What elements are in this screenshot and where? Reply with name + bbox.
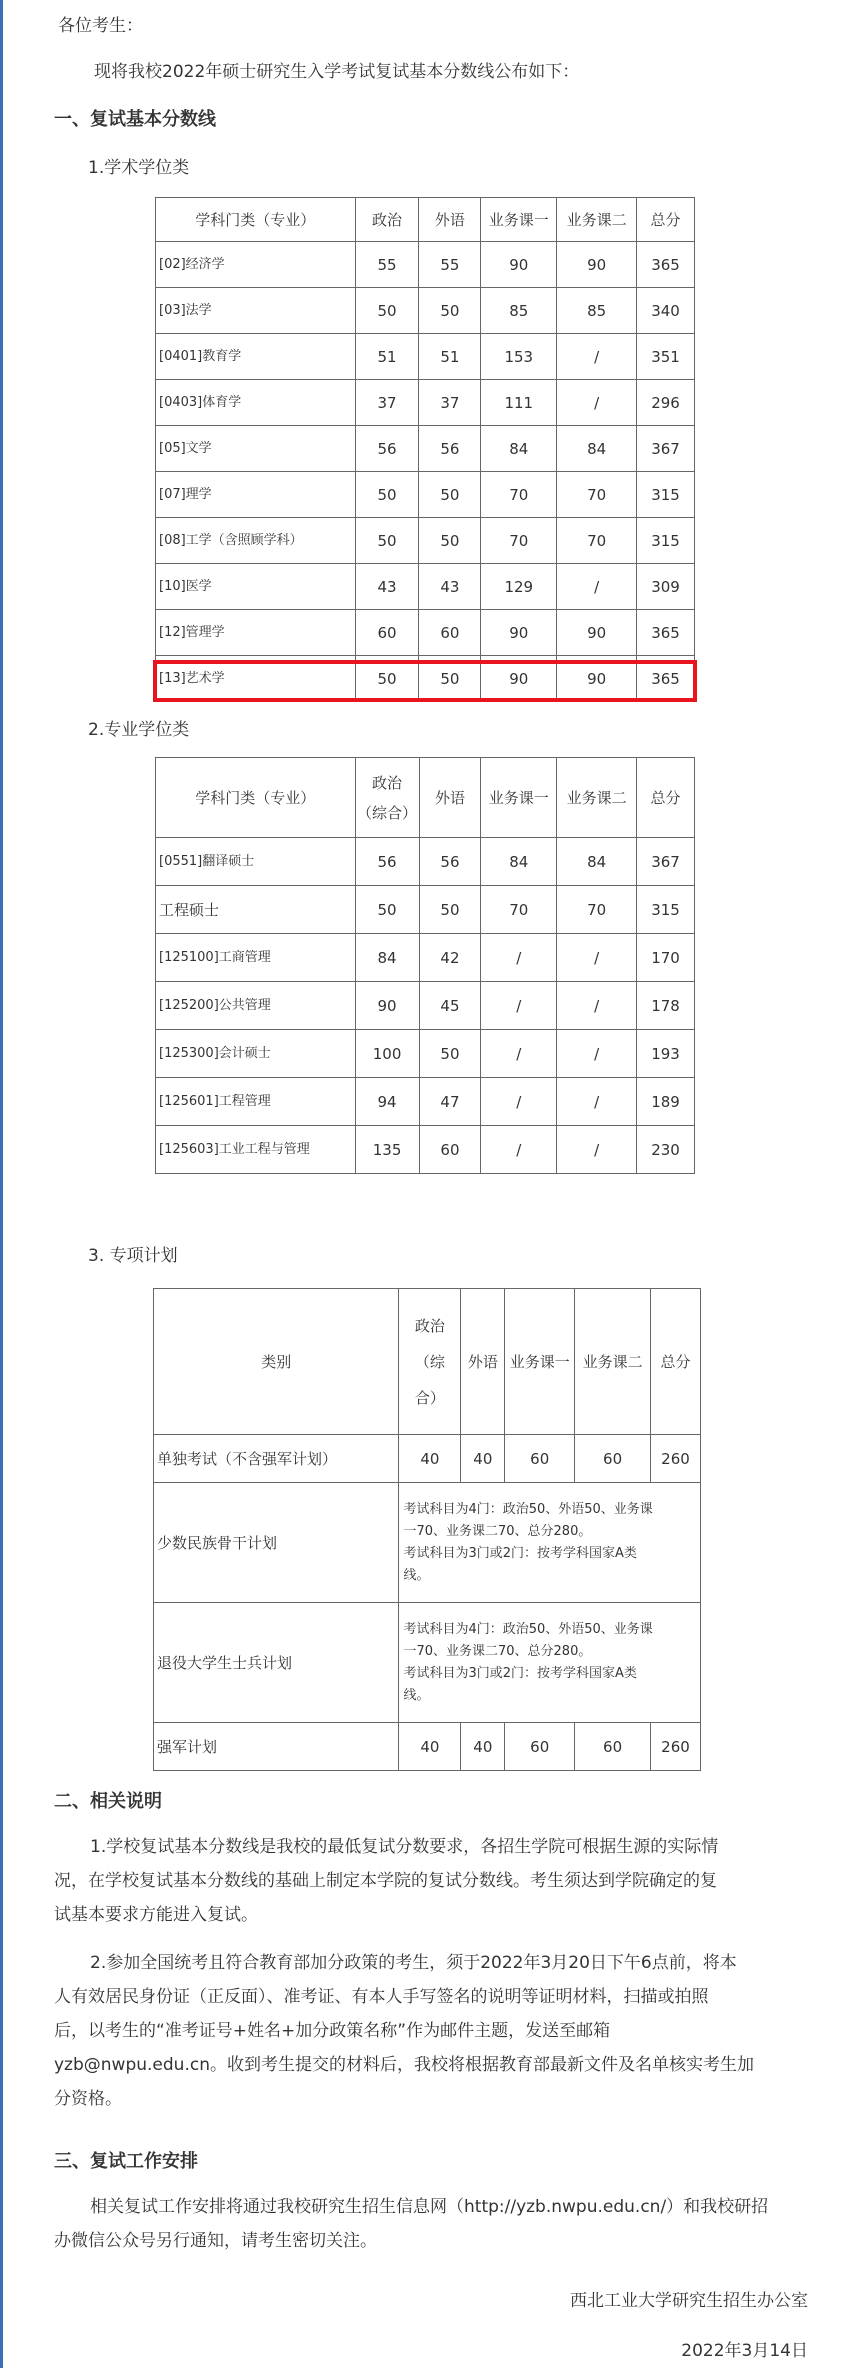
header-cell-politics [399,1289,461,1435]
header-politics-line2: （综合） [357,803,418,822]
table-header-row [156,198,695,242]
cell: / [481,1126,557,1174]
cell: [12]管理学 [156,610,356,656]
cell: [125603]工业工程与管理 [156,1126,356,1174]
header-cell: 总分 [637,758,695,838]
cell: 60 [419,1126,481,1174]
cell: 70 [557,518,637,564]
cell: [05]文学 [156,426,356,472]
paragraph-line: 办微信公众号另行通知，请考生密切关注。 [54,2231,377,2251]
cell: / [557,982,637,1030]
cell: 85 [481,288,557,334]
greeting: 各位考生： [58,16,143,36]
cell: 单独考试（不含强军计划） [154,1435,399,1483]
cell: 70 [557,886,637,934]
cell: 351 [637,334,695,380]
special-plan-table [153,1288,701,1771]
header-cell: 外语 [419,758,481,838]
header-cell: 业务课二 [557,758,637,838]
paragraph-line: 分资格。 [54,2089,122,2109]
signature: 西北工业大学研究生招生办公室 [570,2291,808,2311]
paragraph-line: 后，以考生的“准考证号+姓名+加分政策名称”作为邮件主题，发送至邮箱 [54,2021,611,2041]
table-row [156,1126,695,1174]
header-cell: 类别 [154,1289,399,1435]
header-cell: 业务课一 [481,198,557,242]
cell: 50 [355,518,419,564]
cell: / [481,1030,557,1078]
table-row [156,886,695,934]
table-row [156,242,695,288]
academic-table [155,197,695,702]
cell: 60 [505,1435,575,1483]
note-line: 一70、业务课二70、总分280。 [403,1523,592,1539]
table-row [156,564,695,610]
cell: 50 [419,656,481,702]
cell: / [481,1078,557,1126]
table-row [156,838,695,886]
cell: 94 [355,1078,419,1126]
cell: 70 [481,886,557,934]
header-cell: 总分 [637,198,695,242]
cell: 40 [461,1723,505,1771]
header-cell: 学科门类（专业） [156,758,356,838]
professional-table [155,757,695,1174]
paragraph-line: yzb@nwpu.edu.cn。收到考生提交的材料后，我校将根据教育部最新文件及名单核实考生加 [54,2055,754,2075]
cell: 84 [557,426,637,472]
cell: 60 [575,1435,651,1483]
cell: 129 [481,564,557,610]
cell: 309 [637,564,695,610]
subheading-academic: 1.学术学位类 [88,158,190,178]
paragraph-line: 2.参加全国统考且符合教育部加分政策的考生，须于2022年3月20日下午6点前，将本 [90,1953,737,1973]
cell: / [481,934,557,982]
cell: 84 [481,426,557,472]
note-line: 考试科目为3门或2门：按考学科国家A类 [403,1545,637,1561]
cell: 90 [481,610,557,656]
table-row [156,472,695,518]
table-row [156,380,695,426]
cell: / [557,380,637,426]
cell: 50 [355,472,419,518]
cell: 56 [355,838,419,886]
header-cell: 业务课一 [481,758,557,838]
cell: 260 [651,1435,701,1483]
cell: 60 [419,610,481,656]
cell: / [557,1078,637,1126]
note-line: 考试科目为4门：政治50、外语50、业务课 [403,1621,653,1637]
cell: [125200]公共管理 [156,982,356,1030]
section3-heading: 三、复试工作安排 [54,2151,198,2172]
cell: 365 [637,242,695,288]
note-line: 一70、业务课二70、总分280。 [403,1643,592,1659]
cell: 37 [419,380,481,426]
cell: 50 [419,886,481,934]
cell: 230 [637,1126,695,1174]
cell: 178 [637,982,695,1030]
cell: 260 [651,1723,701,1771]
cell: [125601]工程管理 [156,1078,356,1126]
table-row [156,426,695,472]
left-accent-rule [0,0,3,2368]
red-highlight-box [153,660,697,702]
cell: 60 [505,1723,575,1771]
note-line: 线。 [403,1687,430,1703]
cell: / [557,334,637,380]
cell: 340 [637,288,695,334]
date: 2022年3月14日 [681,2341,808,2361]
cell: 50 [355,288,419,334]
cell: 51 [355,334,419,380]
subheading-professional: 2.专业学位类 [88,720,190,740]
table-row [154,1723,701,1771]
cell: 135 [355,1126,419,1174]
cell: 315 [637,518,695,564]
cell: 60 [575,1723,651,1771]
cell: 退役大学生士兵计划 [154,1603,399,1723]
cell: 296 [637,380,695,426]
table-row [156,1030,695,1078]
table-row [154,1435,701,1483]
paragraph-line: 况，在学校复试基本分数线的基础上制定本学院的复试分数线。考生须达到学院确定的复 [54,1871,717,1891]
section2-paragraph1 [54,1830,814,1932]
paragraph-line: 相关复试工作安排将通过我校研究生招生信息网（http://yzb.nwpu.edu.cn/）和我校研招 [90,2197,769,2217]
header-cell: 业务课一 [505,1289,575,1435]
cell: 56 [419,838,481,886]
cell: 40 [461,1435,505,1483]
cell: 193 [637,1030,695,1078]
cell: 56 [355,426,419,472]
cell: 40 [399,1435,461,1483]
cell: 工程硕士 [156,886,356,934]
cell: 85 [557,288,637,334]
cell: 100 [355,1030,419,1078]
table-header-row [154,1289,701,1435]
note-line: 线。 [403,1567,430,1583]
cell: [03]法学 [156,288,356,334]
cell: [13]艺术学 [156,656,356,702]
cell: 51 [419,334,481,380]
table-row [156,982,695,1030]
cell: 37 [355,380,419,426]
table-row [156,610,695,656]
table-row [156,288,695,334]
cell: 43 [419,564,481,610]
cell: 90 [481,656,557,702]
cell: 90 [481,242,557,288]
table-row [156,518,695,564]
header-cell: 学科门类（专业） [156,198,356,242]
cell: 56 [419,426,481,472]
note-line: 考试科目为3门或2门：按考学科国家A类 [403,1665,637,1681]
cell: 50 [419,1030,481,1078]
note-line: 考试科目为4门：政治50、外语50、业务课 [403,1501,653,1517]
cell: / [557,564,637,610]
cell: [02]经济学 [156,242,356,288]
cell: 84 [557,838,637,886]
cell: 70 [481,472,557,518]
cell: 90 [557,242,637,288]
cell: 40 [399,1723,461,1771]
cell: 50 [355,656,419,702]
cell: 153 [481,334,557,380]
header-politics-line3: 合） [414,1388,445,1407]
cell: 84 [355,934,419,982]
cell: [0551]翻译硕士 [156,838,356,886]
cell: 365 [637,610,695,656]
cell: / [557,1126,637,1174]
cell: 50 [419,472,481,518]
cell: 189 [637,1078,695,1126]
cell: [0403]体育学 [156,380,356,426]
header-cell-politics [355,758,419,838]
header-cell: 外语 [461,1289,505,1435]
cell: [07]理学 [156,472,356,518]
header-cell: 业务课二 [557,198,637,242]
cell: 367 [637,838,695,886]
header-cell: 政治 [355,198,419,242]
paragraph-line: 人有效居民身份证（正反面）、准考证、有本人手写签名的说明等证明材料，扫描或拍照 [54,1987,709,2007]
cell: [10]医学 [156,564,356,610]
cell: 50 [419,288,481,334]
cell: 47 [419,1078,481,1126]
paragraph-line: 试基本要求方能进入复试。 [54,1905,258,1925]
table-row [154,1483,701,1603]
cell: 90 [355,982,419,1030]
cell: 强军计划 [154,1723,399,1771]
cell: / [557,1030,637,1078]
note-cell [399,1483,701,1603]
cell: 70 [557,472,637,518]
header-cell: 外语 [419,198,481,242]
cell: / [481,982,557,1030]
header-politics-line1: 政治 [414,1316,445,1335]
table-row [156,1078,695,1126]
section2-heading: 二、相关说明 [54,1791,162,1812]
cell: 少数民族骨干计划 [154,1483,399,1603]
cell: 111 [481,380,557,426]
cell: 365 [637,656,695,702]
paragraph-line: 1.学校复试基本分数线是我校的最低复试分数要求，各招生学院可根据生源的实际情 [90,1837,719,1857]
cell: 42 [419,934,481,982]
cell: 70 [481,518,557,564]
table-row [156,334,695,380]
cell: [125300]会计硕士 [156,1030,356,1078]
section1-heading: 一、复试基本分数线 [54,109,216,130]
cell: 367 [637,426,695,472]
cell: 55 [419,242,481,288]
cell: [0401]教育学 [156,334,356,380]
section3-paragraph [54,2190,824,2258]
cell: 90 [557,610,637,656]
cell: 315 [637,472,695,518]
header-politics-line2: （综 [414,1352,445,1371]
note-cell [399,1603,701,1723]
table-row [154,1603,701,1723]
header-cell: 业务课二 [575,1289,651,1435]
cell: 50 [419,518,481,564]
cell: [08]工学（含照顾学科） [156,518,356,564]
cell: 55 [355,242,419,288]
table-header-row [156,758,695,838]
cell: 43 [355,564,419,610]
table-row [156,934,695,982]
section2-paragraph2 [54,1946,824,2116]
header-cell: 总分 [651,1289,701,1435]
cell: 315 [637,886,695,934]
cell: 45 [419,982,481,1030]
cell: [125100]工商管理 [156,934,356,982]
cell: 60 [355,610,419,656]
subheading-special: 3. 专项计划 [88,1246,178,1266]
cell: 84 [481,838,557,886]
cell: / [557,934,637,982]
cell: 50 [355,886,419,934]
header-politics-line1: 政治 [372,773,403,792]
cell: 90 [557,656,637,702]
intro-text: 现将我校2022年硕士研究生入学考试复试基本分数线公布如下： [94,62,580,82]
cell: 170 [637,934,695,982]
